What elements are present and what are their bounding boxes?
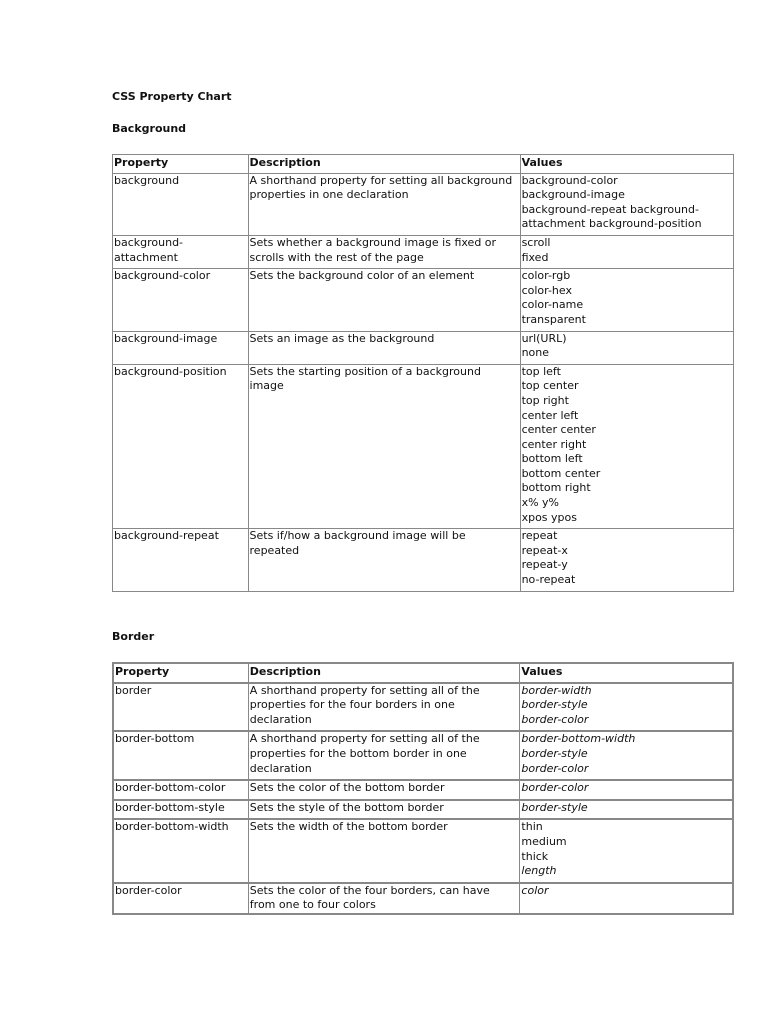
table-row [113,269,734,331]
value-item: center right [521,437,587,451]
description-cell: Sets if/how a background image will be repeated [248,529,520,591]
value-item: repeat [521,529,558,543]
value-item: xpos ypos [521,510,577,524]
table-row [113,331,734,364]
table-header-row [113,155,734,174]
value-item: border-style [521,746,588,760]
property-cell: border [113,683,248,732]
section-heading-background: Background [112,122,187,135]
property-cell: background [113,173,249,235]
value-item: scroll [521,235,551,249]
values-cell [520,800,733,820]
table-header-row [113,663,733,683]
property-cell: background-color [113,269,249,331]
property-cell: border-bottom-style [113,800,248,820]
value-item: top left [521,364,561,378]
value-item: medium [521,834,567,848]
description-cell: Sets the color of the four borders, can have from one to four colors [248,883,520,914]
value-item: bottom center [521,466,601,480]
column-header-description: Description [248,663,520,683]
value-item: bottom right [521,481,591,495]
property-cell: border-bottom-color [113,780,248,800]
value-item: repeat-x [521,543,568,557]
table-row [113,235,734,268]
value-item: color-name [521,298,584,312]
values-cell [520,731,733,780]
value-item: border-color [521,781,589,795]
table-row [113,883,733,914]
value-item: thin [521,820,543,834]
value-item: border-bottom-width [521,732,636,746]
values-cell [520,529,733,591]
values-cell [520,683,733,732]
table-row [113,731,733,780]
description-cell: A shorthand property for setting all of the properties for the bottom border in one declaration [248,731,520,780]
description-cell: Sets an image as the background [248,331,520,364]
value-item: repeat-y [521,558,568,572]
description-cell: A shorthand property for setting all of the properties for the four borders in one declaration [248,683,520,732]
values-cell [520,364,733,529]
table-row [113,819,733,882]
property-cell: background-image [113,331,249,364]
column-header-values: Values [520,155,733,174]
section-heading-border: Border [112,630,155,643]
table-body [113,683,733,914]
border-property-table [112,662,734,915]
property-cell: background-attachment [113,235,249,268]
property-cell: background-position [113,364,249,529]
table-row [113,173,734,235]
value-item: fixed [521,250,549,264]
table-row [113,529,734,591]
description-cell: Sets whether a background image is fixed or scrolls with the rest of the page [248,235,520,268]
background-property-table [112,154,734,592]
value-item: background-image [521,188,625,202]
value-item: color-hex [521,283,572,297]
value-item: border-style [521,698,588,712]
column-header-property: Property [113,155,249,174]
value-item: center center [521,423,596,437]
value-item: border-width [521,683,592,697]
description-cell: Sets the background color of an element [248,269,520,331]
value-item: border-style [521,800,588,814]
table-body [113,173,734,591]
values-cell [520,173,733,235]
value-item: length [521,864,557,878]
values-cell [520,819,733,882]
description-cell: Sets the color of the bottom border [248,780,520,800]
value-item: top right [521,393,569,407]
column-header-values: Values [520,663,733,683]
description-cell: Sets the style of the bottom border [248,800,520,820]
property-cell: background-repeat [113,529,249,591]
value-item: transparent [521,312,586,326]
value-item: background-repeat background-attachment background-position [521,202,702,231]
value-item: bottom left [521,452,583,466]
column-header-property: Property [113,663,248,683]
value-item: center left [521,408,579,422]
value-item: url(URL) [521,331,567,345]
value-item: border-color [521,761,589,775]
table-row [113,683,733,732]
table-row [113,364,734,529]
values-cell [520,883,733,914]
value-item: none [521,346,550,360]
table-row [113,780,733,800]
values-cell [520,780,733,800]
description-cell: Sets the starting position of a background image [248,364,520,529]
value-item: x% y% [521,496,559,510]
value-item: color [521,883,549,897]
values-cell [520,235,733,268]
value-item: thick [521,849,549,863]
value-item: border-color [521,712,589,726]
property-cell: border-bottom [113,731,248,780]
column-header-description: Description [248,155,520,174]
values-cell [520,331,733,364]
value-item: color-rgb [521,269,571,283]
page-title: CSS Property Chart [112,90,232,103]
value-item: background-color [521,173,618,187]
values-cell [520,269,733,331]
value-item: top center [521,379,579,393]
description-cell: Sets the width of the bottom border [248,819,520,882]
table-row [113,800,733,820]
value-item: no-repeat [521,573,576,587]
property-cell: border-color [113,883,248,914]
description-cell: A shorthand property for setting all background properties in one declaration [248,173,520,235]
property-cell: border-bottom-width [113,819,248,882]
